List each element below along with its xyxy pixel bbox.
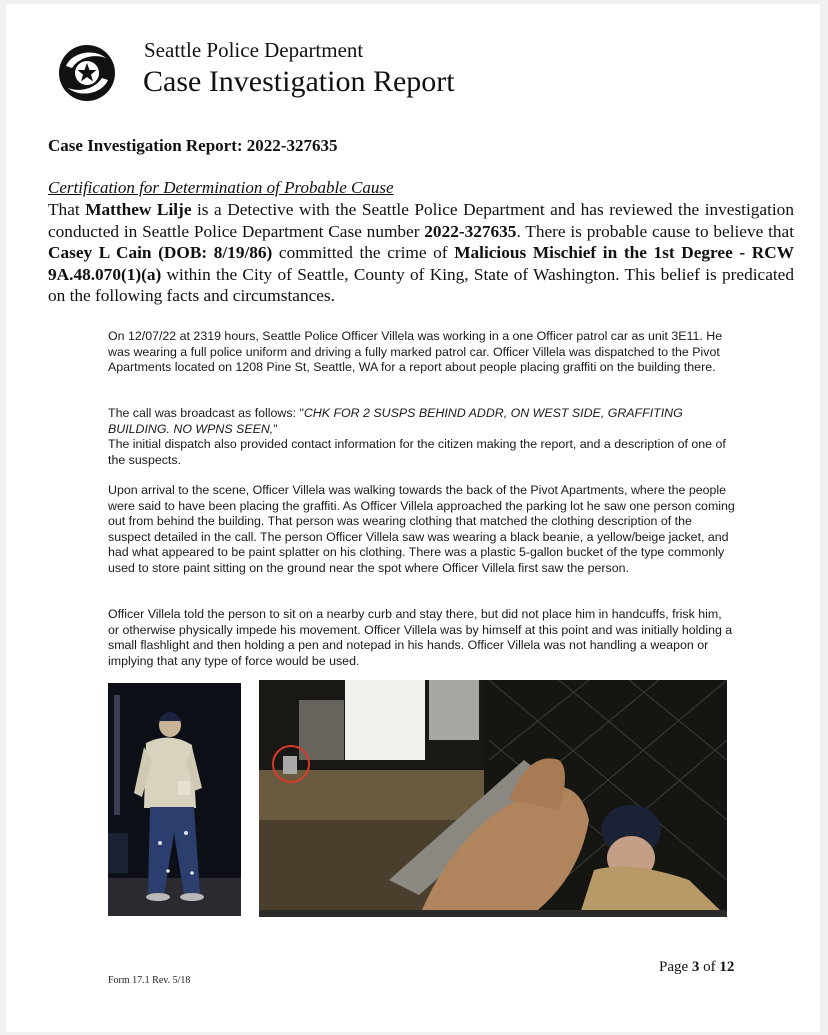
- bodycam-still-photo: [259, 680, 727, 917]
- suspect-photo: [108, 683, 241, 916]
- detective-name: Matthew Lilje: [85, 200, 192, 219]
- case-number-heading: Case Investigation Report: 2022-327635: [48, 136, 338, 155]
- certification-paragraph: That Matthew Lilje is a Detective with the Seattle Police Department and has reviewed the investigation conducted in Seattle Police Department Case number 2022-327635. There is probable cause to believe that Casey L Cain (DOB: 8/19/86) committed the crime of Malicious Mischief in the 1st Degree - RCW 9A.48.070(1)(a) within the City of Seattle, County of King, State of Washington. This belief is predicated on the following facts and circumstances.: [48, 200, 795, 305]
- report-title: Case Investigation Report: [143, 65, 455, 98]
- narrative-paragraph-1: On 12/07/22 at 2319 hours, Seattle Police Officer Villela was working in a one Officer patrol car as unit 3E11. He was wearing a full police uniform and driving a fully marked patrol car. Officer Villela was dispatched to the Pivot Apartments located on 1208 Pine St, Seattle, WA for a report about people placing graffiti on the building there.: [108, 329, 723, 374]
- form-revision: Form 17.1 Rev. 5/18: [108, 975, 191, 986]
- document-page: [6, 4, 820, 1032]
- narrative-paragraph-2: The call was broadcast as follows: "CHK FOR 2 SUSPS BEHIND ADDR, ON WEST SIDE, GRAFFITING BUILDING. NO WPNS SEEN," The initial dispatch also provided contact information for the citizen making the report, and a description of one of the suspects.: [108, 406, 726, 467]
- certification-heading: Certification for Determination of Probable Cause: [48, 178, 394, 197]
- case-number: 2022-327635: [424, 221, 517, 241]
- suspect-name: Casey L Cain (DOB: 8/19/86): [48, 243, 273, 262]
- narrative-paragraph-3: Upon arrival to the scene, Officer Villela was walking towards the back of the Pivot Apartments, where the people were said to have been placing the graffiti. As Officer Villela approached the parking lot he saw one person coming out from behind the building. That person was wearing clothing that matched the clothing description of the suspect detailed in the call. The person Officer Villela saw was wearing a black beanie, a yellow/beige jacket, and had what appeared to be paint splatter on his clothing. There was a plastic 5-gallon bucket of the type commonly used to store paint sitting on the ground near the spot where Officer Villela first saw the person.: [108, 483, 735, 575]
- department-name: Seattle Police Department: [144, 38, 364, 62]
- crime-description: Malicious Mischief in the 1st Degree - RCW 9A.48.070(1)(a): [48, 243, 794, 284]
- page-number: Page 3 of 12: [659, 959, 735, 975]
- dispatch-broadcast: CHK FOR 2 SUSPS BEHIND ADDR, ON WEST SIDE, GRAFFITING BUILDING. NO WPNS SEEN,: [108, 406, 683, 436]
- narrative-paragraph-4: Officer Villela told the person to sit on a nearby curb and stay there, but did not place him in handcuffs, frisk him, or otherwise physically impede his movement. Officer Villela was by himself at this point and was initially holding a small flashlight and then holding a pen and notepad in his hands. Officer Villela was not handling a weapon or implying that any type of force would be used.: [108, 607, 733, 668]
- seattle-police-badge-icon: [58, 44, 116, 102]
